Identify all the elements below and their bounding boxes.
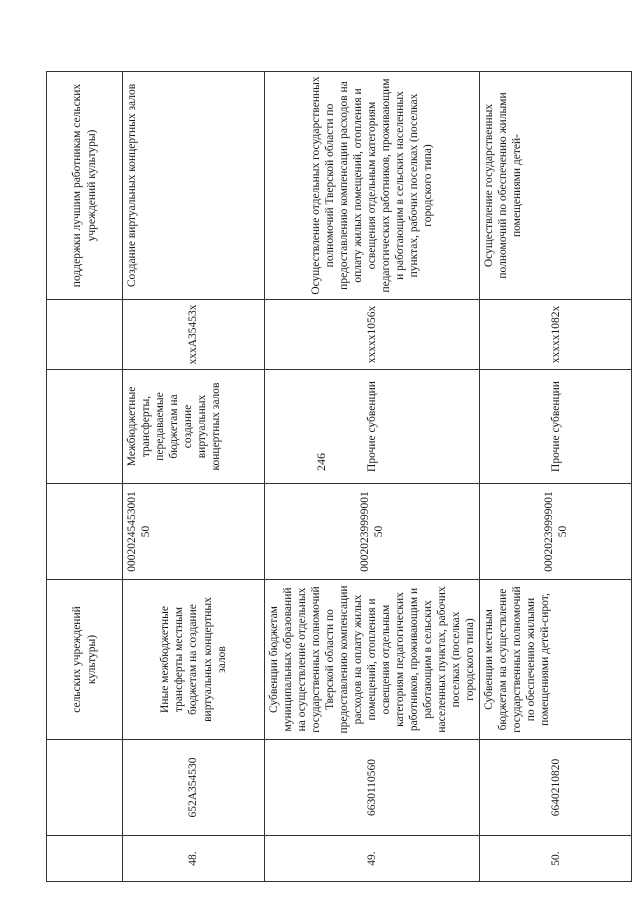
purpose-description: поддержки лучшим работникам сельских учреждений культуры) <box>47 72 123 300</box>
code-pattern: xxxxx1056x <box>265 300 480 370</box>
code-pattern: xxxA35453x <box>123 300 265 370</box>
table-row <box>47 72 123 882</box>
code-pattern <box>47 300 123 370</box>
budget-code: 00020239999001 50 <box>265 484 480 580</box>
revenue-type: Прочие субвенции <box>265 370 480 484</box>
table-row <box>123 72 265 882</box>
target-code <box>47 740 123 836</box>
row-number: 48. <box>123 836 265 882</box>
target-code: 6630110560 <box>265 740 480 836</box>
transfer-name: Субвенции бюджетам муниципальных образований на осуществление отдельных государственных полномочий Тверской области по предоставлению компенсации расходов на оплату жилых помещений, отопления и освещения отдельным категориям педагогических работников, проживающим и работающим в сельских населенных пунктах, рабочих поселках (поселках городского типа) <box>265 580 480 740</box>
transfer-name: Субвенции местным бюджетам на осуществление государственных полномочий по обеспечению жилыми помещениями детей-сирот, <box>480 580 632 740</box>
target-code: 6640210820 <box>480 740 632 836</box>
row-number: 50. <box>480 836 632 882</box>
row-number: 49. <box>265 836 480 882</box>
row-number <box>47 836 123 882</box>
revenue-type: Прочие субвенции <box>480 370 632 484</box>
rotated-table-page <box>46 72 604 882</box>
target-code: 652А354530 <box>123 740 265 836</box>
purpose-description: Осуществление отдельных государственных полномочий Тверской области по предоставлению компенсации расходов на оплату жилых помещений, отопления и освещения отдельным категориям педагогических работников, проживающим и работающим в сельских населенных пунктах, рабочих поселках (поселках городского типа) <box>265 72 480 300</box>
transfer-name: сельских учреждений культуры) <box>47 580 123 740</box>
revenue-type <box>47 370 123 484</box>
table-row <box>480 72 632 882</box>
budget-code <box>47 484 123 580</box>
table-row <box>265 72 480 882</box>
code-pattern: xxxxx1082x <box>480 300 632 370</box>
budget-code: 00020245453001 50 <box>123 484 265 580</box>
purpose-description: Создание виртуальных концертных залов <box>123 72 265 300</box>
budget-code: 00020239999001 50 <box>480 484 632 580</box>
purpose-description: Осуществление государственных полномочий по обеспечению жилыми помещениями детей- <box>480 72 632 300</box>
transfer-name: Иные межбюджетные трансферты местным бюджетам на создание виртуальных концертных залов <box>123 580 265 740</box>
subsidy-table <box>46 71 632 882</box>
revenue-type: Межбюджетные трансферты, передаваемые бюджетам на создание виртуальных концертных залов <box>123 370 265 484</box>
page-number: 246 <box>314 453 328 471</box>
